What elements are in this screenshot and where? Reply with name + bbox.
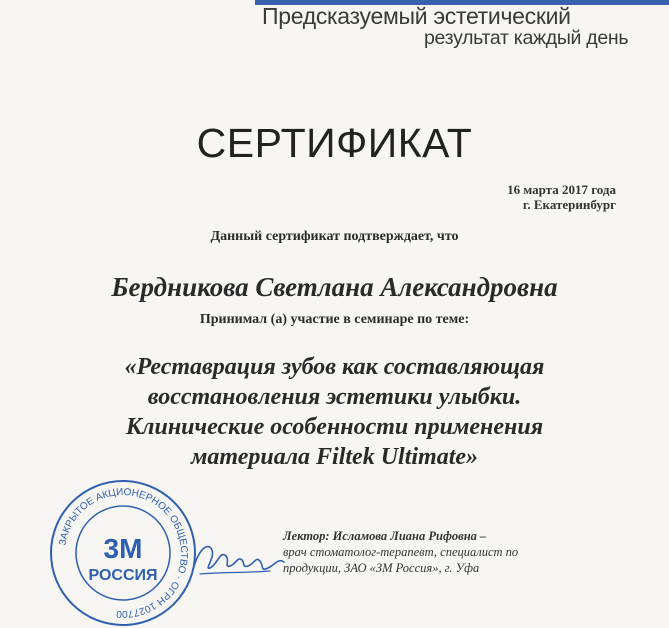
slogan-line-1: Предсказуемый эстетический — [262, 3, 571, 29]
lecturer-position: врач стоматолог-терапевт, специалист по — [283, 545, 519, 559]
recipient-name: Бердникова Светлана Александровна — [111, 272, 558, 302]
signature — [190, 528, 290, 585]
participation-text: Принимал (а) участие в семинаре по теме: — [199, 312, 470, 327]
lecturer-company: продукции, ЗАО «ЗМ Россия», г. Уфа — [283, 561, 480, 575]
seminar-topic — [0, 352, 669, 472]
confirmation-text: Данный сертификат подтверждает, что — [210, 229, 459, 244]
topic-line-1: «Реставрация зубов как составляющая — [124, 354, 545, 380]
certificate-title: СЕРТИФИКАТ — [196, 120, 473, 166]
stamp-country: РОССИЯ — [88, 567, 158, 584]
stamp-logo-3m: 3M — [103, 533, 143, 564]
topic-line-4: материала Filtek Ultimate» — [190, 444, 479, 470]
issue-date: 16 марта 2017 года — [507, 182, 616, 197]
topic-line-2: восстановления эстетики улыбки. — [147, 384, 522, 410]
lecturer-name: Лектор: Исламова Лиана Рифовна – — [283, 529, 487, 543]
company-stamp — [48, 478, 198, 628]
issue-city: г. Екатеринбург — [522, 197, 616, 212]
top-bar-notch — [0, 0, 255, 5]
stamp-ring-text: ЗАКРЫТОЕ АКЦИОНЕРНОЕ ОБЩЕСТВО · ОГРН 1027700 — [57, 486, 190, 620]
lecturer-block — [283, 528, 518, 576]
slogan-line-2: результат каждый день — [424, 27, 629, 49]
topic-line-3: Клинические особенности применения — [125, 414, 544, 440]
